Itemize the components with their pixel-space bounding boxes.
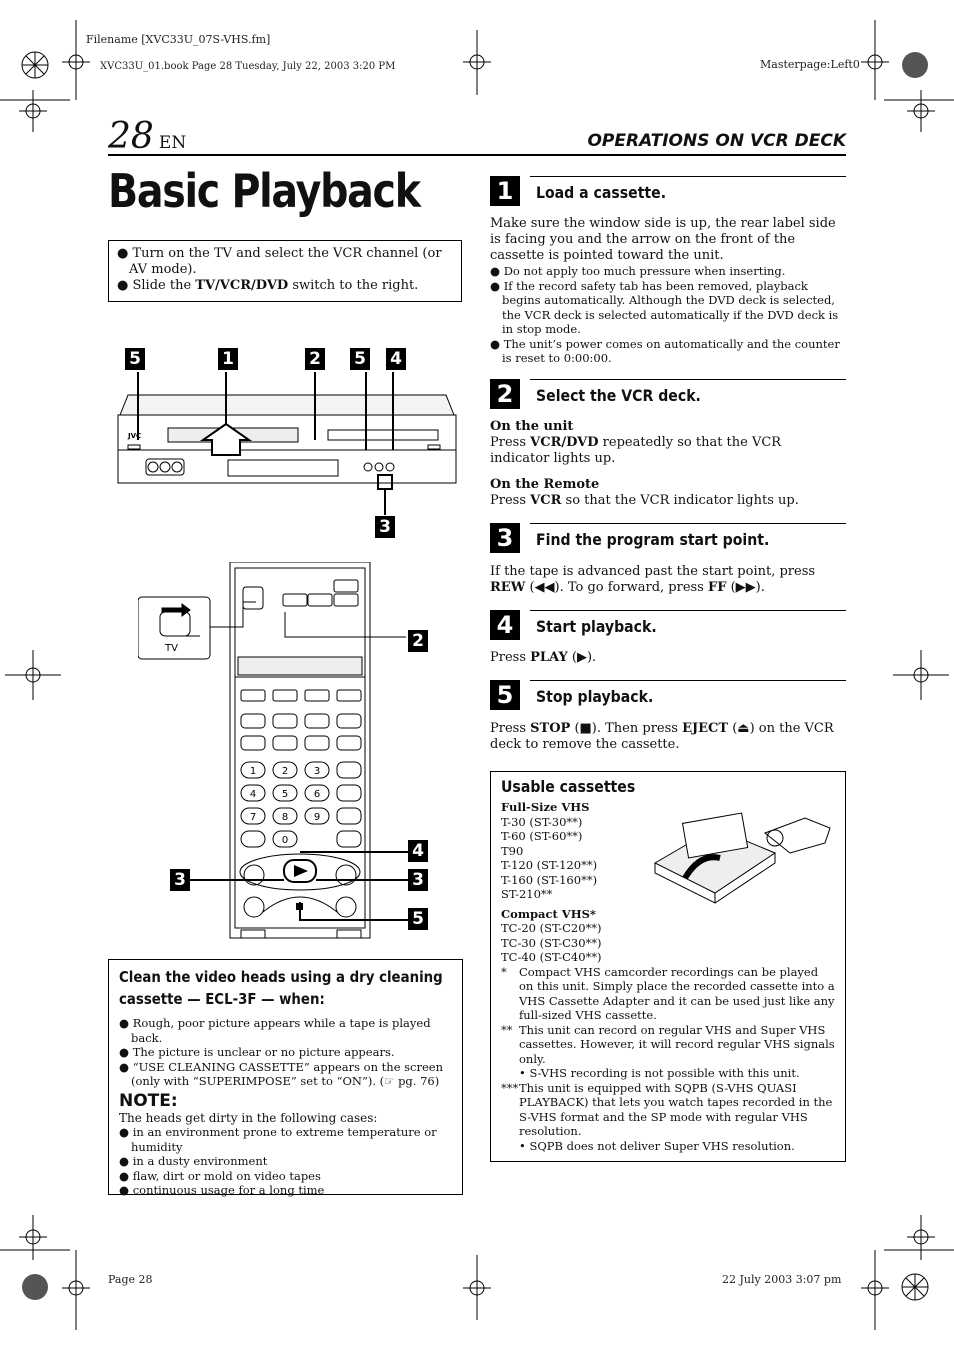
note-mark: ***: [501, 1080, 519, 1095]
remote-key-0: 0: [281, 835, 289, 846]
text: (■). Then press: [570, 721, 683, 736]
note-text: This unit is equipped with SQPB (S-VHS QUASI PLAYBACK) that lets you watch tapes recorded in the S-VHS format and the SP mode with regular VHS resolution.: [519, 1080, 833, 1138]
text: If the tape is advanced past the start point, press: [490, 564, 816, 579]
text: (▶▶).: [726, 580, 765, 595]
button-name: VCR/DVD: [530, 435, 599, 450]
cassette-item: T-30 (ST-30**): [501, 814, 583, 829]
button-name: STOP: [530, 721, 571, 736]
note-text: in an environment prone to extreme temperature or humidity: [131, 1125, 437, 1154]
step-4-body: [490, 650, 840, 666]
remote-key-8: 8: [281, 812, 289, 823]
cassette-note: [501, 965, 835, 1023]
note-text: • S-VHS recording is not possible with this unit.: [519, 1066, 800, 1080]
header-rule: [108, 154, 846, 156]
on-remote-heading: On the Remote: [490, 477, 600, 492]
note-item: ● continuous usage for a long time: [119, 1183, 325, 1197]
cassette-note: [501, 1066, 835, 1081]
step-1-bullet: ● Do not apply too much pressure when inserting.: [490, 264, 786, 278]
label-step-2: 2: [408, 630, 428, 652]
step-4-title: Start playback.: [536, 617, 657, 636]
step-4-rule: [530, 610, 846, 611]
cassette-note: [501, 1023, 835, 1067]
preparation-box: [108, 240, 462, 302]
note-item: ● in a dusty environment: [119, 1154, 268, 1168]
note-mark: *: [501, 964, 507, 979]
on-unit-heading: On the unit: [490, 419, 574, 434]
step-3-title: Find the program start point.: [536, 530, 770, 549]
cleaning-text: Rough, poor picture appears while a tape is played back.: [131, 1016, 431, 1045]
step-1-rule: [530, 176, 846, 177]
cleaning-item: ● The picture is unclear or no picture appears.: [119, 1045, 395, 1059]
step-4-number: 4: [490, 610, 520, 640]
cassette-item: ST-210**: [501, 887, 553, 901]
step-2-number: 2: [490, 379, 520, 409]
cassette-note: [501, 1081, 835, 1139]
brand-mark: JVC: [128, 432, 142, 440]
text: (▶).: [567, 650, 597, 665]
button-name: EJECT: [682, 721, 729, 736]
button-name: VCR: [530, 493, 562, 508]
remote-key-4: 4: [249, 789, 257, 800]
fullsize-heading: Full-Size VHS: [501, 800, 590, 814]
cleaning-text: The picture is unclear or no picture appears.: [132, 1045, 395, 1059]
page-number-block: [108, 116, 186, 157]
prep-item: ● Turn on the TV and select the VCR channel (or AV mode).: [117, 246, 442, 277]
remote-key-3: 3: [313, 766, 321, 777]
text: Press: [490, 650, 531, 665]
cassette-item: TC-20 (ST-C20**): [501, 921, 602, 935]
page-title: Basic Playback: [108, 164, 420, 218]
step-3-rule: [530, 523, 846, 524]
bullet-text: The unit’s power comes on automatically and the counter is reset to 0:00:00.: [502, 336, 840, 365]
step-5-rule: [530, 680, 846, 681]
step-1-bullet: ● The unit’s power comes on automatically and the counter is reset to 0:00:00.: [490, 336, 840, 365]
footer-page: Page 28: [108, 1273, 153, 1286]
step-5-title: Stop playback.: [536, 687, 654, 706]
note-heading: NOTE:: [119, 1090, 178, 1111]
masterpage-label: Masterpage:Left0: [760, 58, 860, 71]
cassette-note: [501, 1139, 835, 1154]
bullet-text: If the record safety tab has been removed, playback begins automatically. Although the DVD deck is selected, the VCR deck is selected automatically if the DVD deck is in stop mode.: [502, 278, 839, 336]
text: Press: [490, 493, 531, 508]
note-text: in a dusty environment: [132, 1154, 268, 1168]
text: Press: [490, 435, 531, 450]
note-mark: [501, 1139, 519, 1154]
cassette-notes: [501, 965, 835, 1154]
text: (◀◀). To go forward, press: [525, 580, 708, 595]
text: (⏏) on the VCR deck to remove the cassette.: [490, 721, 834, 752]
text: repeatedly so that the VCR indicator lights up.: [490, 435, 782, 466]
cassette-item: T90: [501, 843, 524, 858]
footer-date: 22 July 2003 3:07 pm: [722, 1273, 842, 1286]
remote-key-1: 1: [249, 766, 257, 777]
step-1-body: Make sure the window side is up, the rear label side is facing you and the arrow on the front of the cassette is pointed toward the unit.: [490, 216, 836, 263]
text: so that the VCR indicator lights up.: [561, 493, 799, 508]
bullet-text: Do not apply too much pressure when inserting.: [503, 264, 786, 278]
prep-text: switch to the right.: [288, 278, 419, 293]
cleaning-text: “USE CLEANING CASSETTE” appears on the screen (only with “SUPERIMPOSE” set to “ON”). (☞ pg. 76): [131, 1059, 444, 1088]
remote-key-5: 5: [281, 789, 289, 800]
cassette-item: T-160 (ST-160**): [501, 872, 598, 887]
step-2-rule: [530, 379, 846, 380]
step-1-number: 1: [490, 176, 520, 206]
stop-icon: [296, 903, 303, 910]
button-name: REW: [490, 580, 526, 595]
cassette-item: T-60 (ST-60**): [501, 829, 583, 843]
step-1-bullets: [490, 264, 840, 366]
text: Press: [490, 721, 531, 736]
step-2-body: [490, 419, 840, 509]
cassettes-title: Usable cassettes: [501, 777, 636, 796]
step-5-body: [490, 721, 840, 753]
step-5-number: 5: [490, 680, 520, 710]
remote-key-2: 2: [281, 766, 289, 777]
note-text: • SQPB does not deliver Super VHS resolution.: [519, 1138, 795, 1153]
note-text: This unit can record on regular VHS and Super VHS cassettes. However, it will record regular VHS signals only.: [519, 1022, 835, 1066]
label-step-2: 2: [305, 348, 325, 370]
page-number: 28: [108, 116, 154, 157]
step-1-bullet: ● If the record safety tab has been removed, playback begins automatically. Although the DVD deck is selected, the VCR deck is selected automatically if the DVD deck is in stop mode.: [490, 278, 839, 336]
note-text: flaw, dirt or mold on video tapes: [132, 1168, 321, 1183]
label-step-4: 4: [408, 840, 428, 862]
label-step-3: 3: [375, 516, 395, 538]
label-step-5: 5: [350, 348, 370, 370]
note-intro: The heads get dirty in the following cases:: [119, 1110, 378, 1125]
cleaning-box: [108, 959, 463, 1195]
note-item: ● flaw, dirt or mold on video tapes: [119, 1168, 321, 1183]
cassette-item: T-120 (ST-120**): [501, 858, 598, 872]
step-1-title: Load a cassette.: [536, 183, 667, 202]
step-2-title: Select the VCR deck.: [536, 386, 701, 405]
compact-heading: Compact VHS*: [501, 906, 596, 921]
label-step-4: 4: [386, 348, 406, 370]
remote-key-9: 9: [313, 812, 321, 823]
button-name: PLAY: [530, 650, 568, 665]
prep-bold: TV/VCR/DVD: [195, 278, 289, 293]
prep-text: Turn on the TV and select the VCR channel (or AV mode).: [129, 246, 442, 277]
filename-line: Filename [XVC33U_07S-VHS.fm]: [86, 33, 271, 46]
page-lang: EN: [158, 133, 187, 153]
label-step-5: 5: [408, 908, 428, 930]
label-step-5: 5: [125, 348, 145, 370]
label-step-1: 1: [218, 348, 238, 370]
prep-item: ● Slide the TV/VCR/DVD switch to the right.: [117, 278, 419, 293]
cleaning-item: ● “USE CLEANING CASSETTE” appears on the screen (only with “SUPERIMPOSE” set to “ON”). (☞ pg. 76): [119, 1059, 444, 1088]
cassette-item: TC-30 (ST-C30**): [501, 935, 602, 950]
remote-key-7: 7: [249, 812, 257, 823]
note-mark: **: [501, 1022, 513, 1037]
note-mark: [501, 1066, 519, 1081]
note-item: ● in an environment prone to extreme temperature or humidity: [119, 1125, 437, 1154]
step-3-body: [490, 564, 840, 596]
note-text: Compact VHS camcorder recordings can be played on this unit. Simply place the recorded cassette into a VHS Cassette Adapter and it can be used just like any full-sized VHS cassette.: [519, 964, 835, 1022]
section-title: OPERATIONS ON VCR DECK: [587, 131, 846, 151]
button-name: FF: [708, 580, 727, 595]
switch-tv-label: TV: [165, 643, 178, 654]
step-3-number: 3: [490, 523, 520, 553]
label-step-3: 3: [408, 869, 428, 891]
vcr-unit-illustration: [108, 340, 462, 540]
label-step-3: 3: [170, 869, 190, 891]
book-line: XVC33U_01.book Page 28 Tuesday, July 22, 2003 3:20 PM: [100, 61, 396, 72]
note-text: continuous usage for a long time: [132, 1183, 325, 1197]
cassette-item: TC-40 (ST-C40**): [501, 950, 602, 964]
prep-text: Slide the: [132, 278, 196, 293]
cassette-adapter-illustration: [645, 808, 835, 908]
cleaning-item: ● Rough, poor picture appears while a tape is played back.: [119, 1016, 431, 1045]
cleaning-title: Clean the video heads using a dry cleaning cassette — ECL-3F — when:: [119, 968, 443, 1008]
remote-key-6: 6: [313, 789, 321, 800]
